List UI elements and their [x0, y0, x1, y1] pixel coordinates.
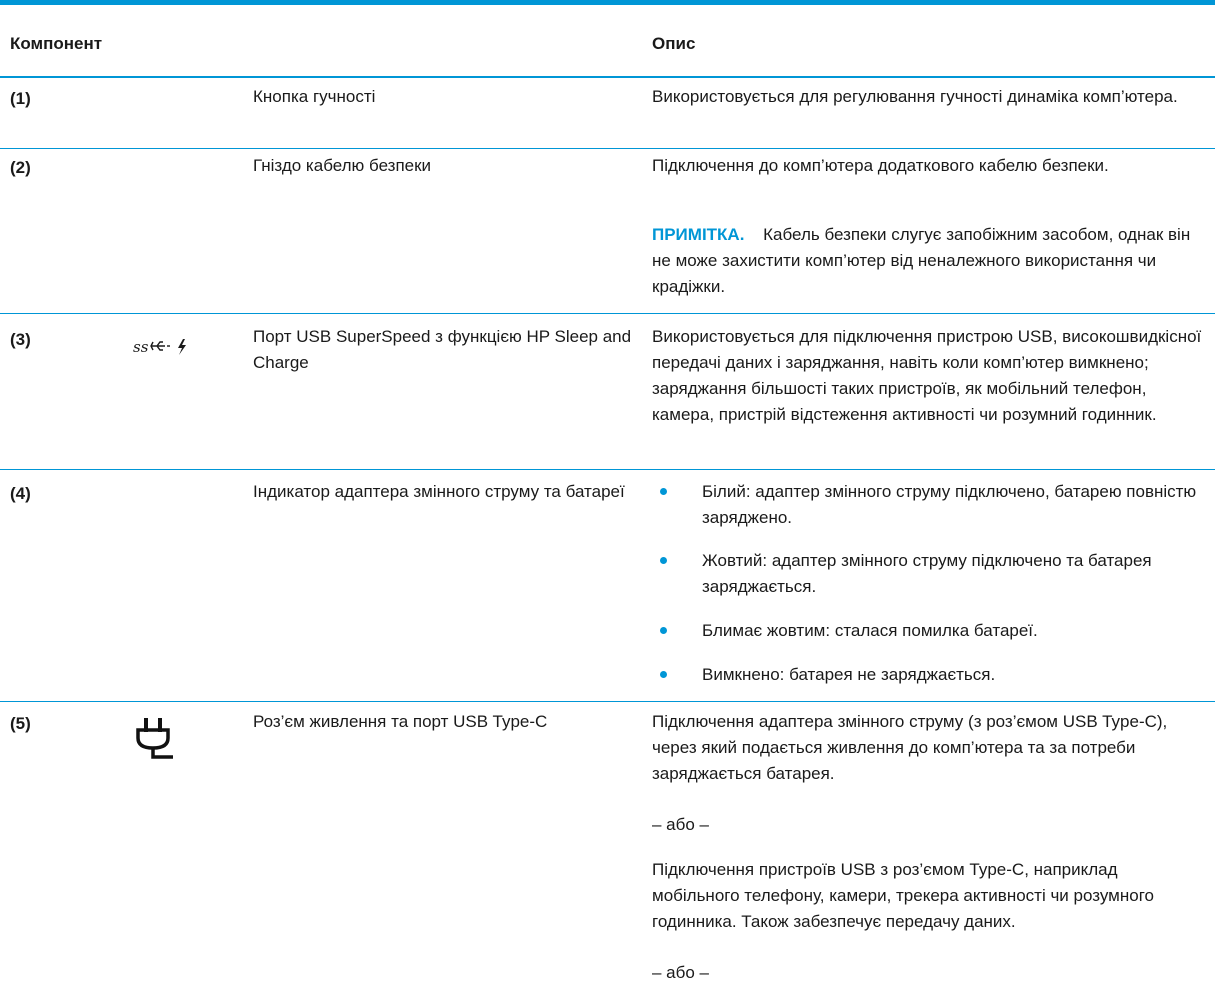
component-name: Порт USB SuperSpeed з функцією HP Sleep and Charge [253, 327, 632, 372]
or-separator: – або – [652, 963, 710, 982]
component-description: Використовується для підключення пристрою USB, високошвидкісної передачі даних і заряджання, навіть коли комп’ютер вимкнено; заряджання більшості таких пристроїв, як мобільний телефон, камера, пристрій відстеження активності чи розумний годинник. [652, 327, 1202, 424]
bullet-icon [660, 557, 667, 564]
row-number: (2) [10, 158, 31, 177]
component-name: Кнопка гучності [253, 87, 376, 106]
list-item-text: Вимкнено: батарея не заряджається. [702, 665, 996, 684]
bullet-icon [660, 488, 667, 495]
row-number: (5) [10, 714, 31, 733]
table-row [0, 702, 1215, 988]
component-name: Гніздо кабелю безпеки [253, 156, 432, 175]
row-number: (3) [10, 330, 31, 349]
table-row [0, 470, 1215, 701]
power-plug-icon [133, 716, 177, 769]
note [652, 222, 1208, 300]
or-separator: – або – [652, 815, 710, 834]
table-row [0, 77, 1215, 148]
list-item-text: Блимає жовтим: сталася помилка батареї. [702, 621, 1038, 640]
table-header [0, 5, 1215, 76]
svg-text:ss: ss [133, 338, 149, 356]
bullet-icon [660, 671, 667, 678]
list-item-text: Жовтий: адаптер змінного струму підключено та батарея заряджається. [702, 551, 1152, 596]
note-text: Кабель безпеки слугує запобіжним засобом, однак він не може захистити комп’ютер від неналежного використання чи крадіжки. [652, 225, 1191, 296]
bullet-icon [660, 627, 667, 634]
header-component: Компонент [10, 34, 103, 53]
table-row [0, 314, 1215, 469]
note-label: ПРИМІТКА. [652, 225, 745, 244]
row-number: (4) [10, 484, 31, 503]
component-description: Використовується для регулювання гучності динаміка комп’ютера. [652, 87, 1178, 106]
component-name: Роз’єм живлення та порт USB Type-C [253, 712, 548, 731]
row-number: (1) [10, 89, 31, 108]
table-row [0, 149, 1215, 313]
component-description-alt: Підключення пристроїв USB з роз’ємом Type-C, наприклад мобільного телефону, камери, трекера активності чи розумного годинника. Також забезпечує передачу даних. [652, 860, 1154, 931]
component-description: Підключення до комп’ютера додаткового кабелю безпеки. [652, 156, 1109, 175]
usb-superspeed-charge-icon [133, 336, 195, 362]
component-description: Підключення адаптера змінного струму (з роз’ємом USB Type-C), через який подається живлення до комп’ютера та за потреби заряджається батарея. [652, 712, 1168, 783]
header-description: Опис [652, 34, 696, 53]
component-name: Індикатор адаптера змінного струму та батареї [253, 482, 625, 501]
list-item-text: Білий: адаптер змінного струму підключено, батарею повністю заряджено. [702, 482, 1197, 527]
